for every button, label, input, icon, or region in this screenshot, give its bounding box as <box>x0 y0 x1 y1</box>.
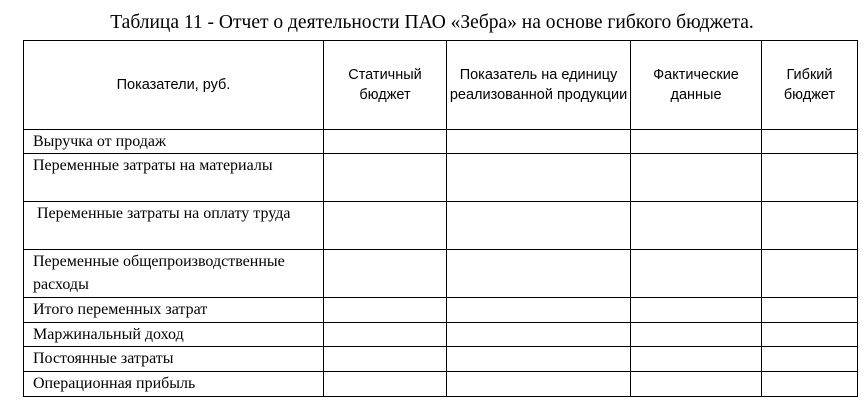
cell-static-budget <box>324 130 447 154</box>
table-row <box>24 347 858 372</box>
cell-per-unit <box>447 250 631 298</box>
table-caption: Таблица 11 - Отчет о деятельности ПАО «Зебра» на основе гибкого бюджета. <box>110 12 754 33</box>
cell-static-budget <box>324 250 447 298</box>
cell-per-unit <box>447 372 631 397</box>
row-label-total-variable: Итого переменных затрат <box>24 298 324 323</box>
header-flexible-budget: Гибкий бюджет <box>762 41 858 130</box>
table-row <box>24 323 858 347</box>
cell-per-unit <box>447 154 631 202</box>
cell-flexible-budget <box>762 130 858 154</box>
cell-static-budget <box>324 372 447 397</box>
cell-static-budget <box>324 347 447 372</box>
cell-flexible-budget <box>762 347 858 372</box>
row-label-variable-materials: Переменные затраты на материалы <box>24 154 324 202</box>
row-label-variable-labor: Переменные затраты на оплату труда <box>24 202 324 250</box>
header-static-budget: Статичный бюджет <box>324 41 447 130</box>
cell-actual-data <box>631 154 762 202</box>
header-actual-data: Фактические данные <box>631 41 762 130</box>
header-indicators: Показатели, руб. <box>24 41 324 130</box>
table-row <box>24 202 858 250</box>
cell-per-unit <box>447 298 631 323</box>
cell-static-budget <box>324 323 447 347</box>
cell-flexible-budget <box>762 202 858 250</box>
row-label-contribution-margin: Маржинальный доход <box>24 323 324 347</box>
cell-static-budget <box>324 298 447 323</box>
cell-actual-data <box>631 250 762 298</box>
cell-static-budget <box>324 154 447 202</box>
cell-actual-data <box>631 130 762 154</box>
table-row <box>24 372 858 397</box>
cell-per-unit <box>447 130 631 154</box>
cell-flexible-budget <box>762 250 858 298</box>
cell-per-unit <box>447 347 631 372</box>
row-label-operating-profit: Операционная прибыль <box>24 372 324 397</box>
row-label-revenue: Выручка от продаж <box>24 130 324 154</box>
cell-flexible-budget <box>762 154 858 202</box>
table-row <box>24 154 858 202</box>
table-row <box>24 250 858 298</box>
cell-actual-data <box>631 347 762 372</box>
table-row <box>24 298 858 323</box>
cell-flexible-budget <box>762 372 858 397</box>
cell-per-unit <box>447 202 631 250</box>
cell-per-unit <box>447 323 631 347</box>
budget-report-table <box>23 40 858 397</box>
table-row <box>24 130 858 154</box>
cell-actual-data <box>631 298 762 323</box>
cell-flexible-budget <box>762 323 858 347</box>
row-label-variable-overhead: Переменные общепроизводственные расходы <box>24 250 324 298</box>
cell-static-budget <box>324 202 447 250</box>
cell-flexible-budget <box>762 298 858 323</box>
cell-actual-data <box>631 372 762 397</box>
header-per-unit: Показатель на единицу реализованной продукции <box>447 41 631 130</box>
row-label-fixed-costs: Постоянные затраты <box>24 347 324 372</box>
cell-actual-data <box>631 323 762 347</box>
cell-actual-data <box>631 202 762 250</box>
header-row <box>24 41 858 130</box>
